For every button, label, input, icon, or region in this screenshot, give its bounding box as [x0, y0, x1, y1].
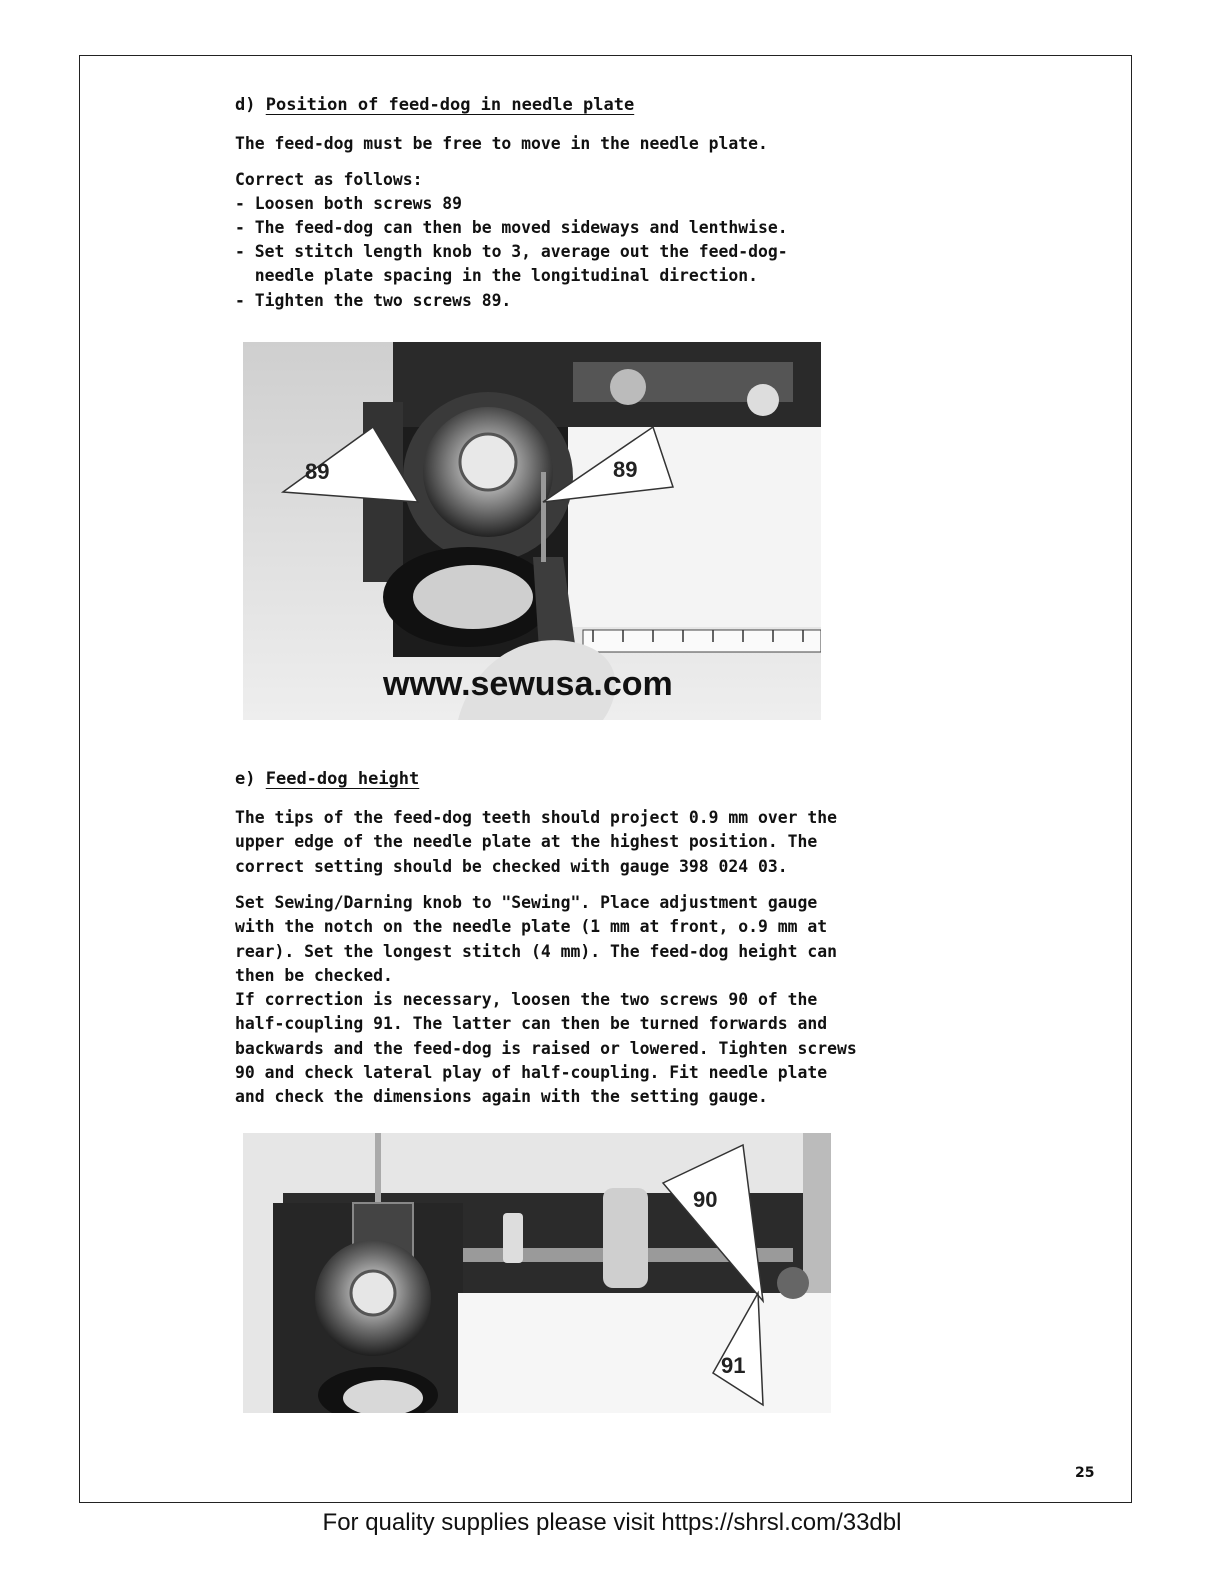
callout-right-label: 89	[613, 457, 638, 482]
section-d-intro: The feed-dog must be free to move in the needle plate.	[235, 134, 768, 153]
section-e-title: Feed-dog height	[265, 769, 420, 789]
section-d-title: Position of feed-dog in needle plate	[265, 95, 635, 115]
watermark: www.sewusa.com	[383, 665, 673, 703]
footer-note: For quality supplies please visit https://shrsl.com/33dbl	[322, 1509, 902, 1536]
section-e-para-1: The tips of the feed-dog teeth should project 0.9 mm over the upper edge of the needle plate at the highest position. The correct setting should be checked with gauge 398 024 03.	[235, 808, 837, 876]
section-d-prefix: d)	[235, 95, 256, 115]
section-e-prefix: e)	[235, 769, 256, 789]
section-d-step-3: - Set stitch length knob to 3, average out the feed-dog- needle plate spacing in the longitudinal direction.	[235, 242, 788, 286]
section-d-steps-title: Correct as follows:	[235, 170, 423, 189]
section-e-para-2: Set Sewing/Darning knob to "Sewing". Place adjustment gauge with the notch on the needle plate (1 mm at front, o.9 mm at rear). Set the longest stitch (4 mm). The feed-dog height can then be checked. If correction is necessary, loosen the two screws 90 of the half-coupling 91. The latter can then be turned forwards and backwards and the feed-dog is raised or lowered. Tighten screws 90 and check lateral play of half-coupling. Fit needle plate and check the dimensions again with the setting gauge.	[235, 893, 857, 1107]
section-d-step-1: - Loosen both screws 89	[235, 194, 462, 213]
feed-dog-photo-2	[243, 1133, 831, 1413]
section-d-heading	[235, 95, 634, 115]
callout-top-label: 90	[693, 1187, 718, 1212]
callout-left-label: 89	[305, 459, 330, 484]
feed-dog-photo-1	[243, 342, 821, 720]
section-e-heading	[235, 769, 419, 789]
callout-bottom-label: 91	[721, 1353, 746, 1378]
section-d-step-2: - The feed-dog can then be moved sideways and lenthwise.	[235, 218, 788, 237]
section-d-step-4: - Tighten the two screws 89.	[235, 291, 512, 310]
page-number: 25	[1075, 1465, 1095, 1481]
